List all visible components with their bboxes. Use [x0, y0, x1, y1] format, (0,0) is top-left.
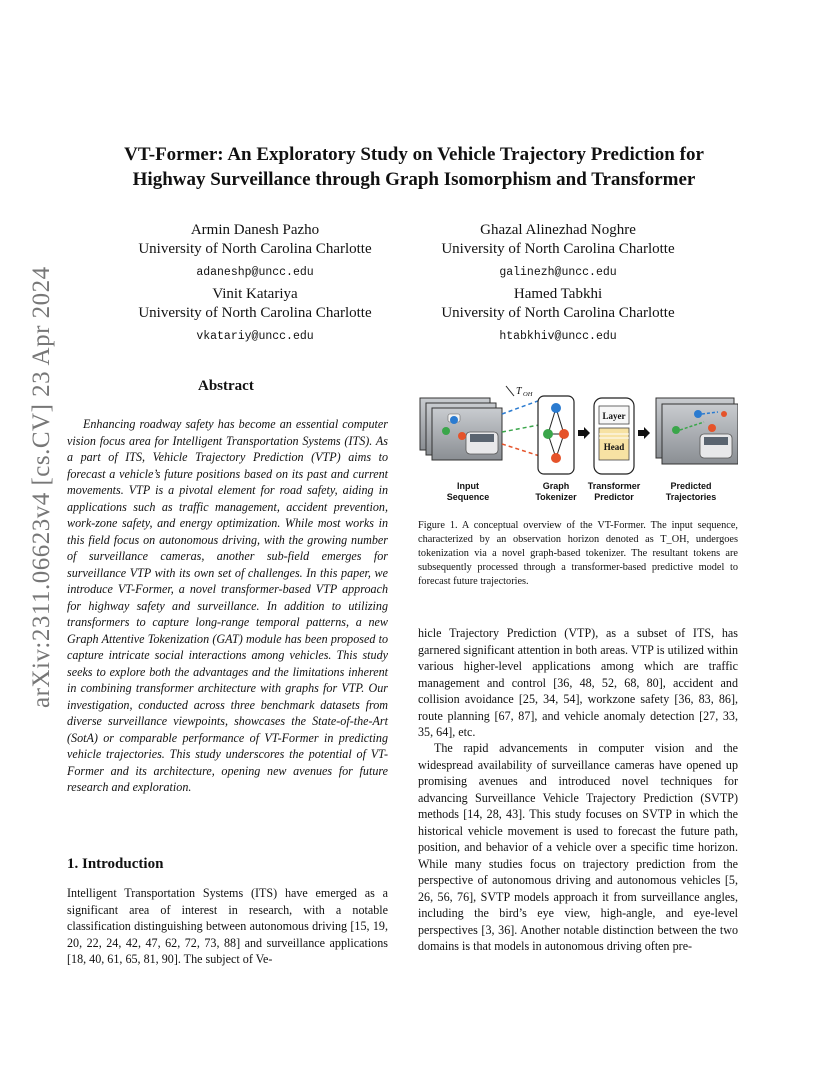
introduction-paragraph-1: Intelligent Transportation Systems (ITS) have emerged as a significant area of interest in research, with a notable classification distinguishing between autonomous driving [15, 19, 20, 22, 24, 42, 47, 62, 72, 73, 88] and surveillance applications [18, 40, 61, 65, 81, 90]. The subject of Ve-: [67, 886, 388, 966]
arxiv-sidebar-id: arXiv:2311.06623v4 [cs.CV] 23 Apr 2024: [28, 266, 55, 708]
author-affiliation: University of North Carolina Charlotte: [138, 305, 372, 321]
paper-title: [60, 142, 768, 192]
head-label: Head: [603, 442, 625, 452]
abstract-heading: Abstract: [198, 378, 254, 394]
figure-1-caption: Figure 1. A conceptual overview of the VT-Former. The input sequence, characterized by an observation horizon denoted as T_OH, undergoes tokenization via a novel graph-based tokenizer. The resultant tokens are subsequently processed through a transformer-based predictive model to forecast future trajectories.: [418, 520, 738, 587]
toh-label: T: [516, 386, 522, 397]
title-line-2: Highway Surveillance through Graph Isomorphism and Transformer: [132, 169, 696, 190]
author-block-2: [408, 221, 708, 282]
author-affiliation: University of North Carolina Charlotte: [138, 241, 372, 257]
title-line-1: VT-Former: An Exploratory Study on Vehicle Trajectory Prediction for: [124, 144, 704, 165]
label-predicted-trajectories: Predicted Trajectories: [665, 481, 717, 502]
label-graph-tokenizer: Graph Tokenizer: [535, 481, 577, 502]
author-block-1: [110, 221, 400, 282]
author-email[interactable]: adaneshp@uncc.edu: [196, 266, 314, 279]
label-transformer-predictor: Transformer Predictor: [587, 481, 641, 502]
author-affiliation: University of North Carolina Charlotte: [441, 241, 675, 257]
author-affiliation: University of North Carolina Charlotte: [441, 305, 675, 321]
abstract-text: Enhancing roadway safety has become an essential computer vision focus area for Intelligent Transportation Systems (ITS). As a part of ITS, Vehicle Trajectory Prediction (VTP) aims to forecast a vehicle’s future positions based on its past and current movements. VTP is a pivotal element for road safety, aiding in applications such as traffic management, accident prevention, work-zone safety, and energy optimization. While most works in this field focus on autonomous driving, with the growing number of surveillance cameras, another sub-field emerges for surveillance VTP with its own set of challenges. In this paper, we introduce VT-Former, a novel transformer-based VTP approach for highway safety and surveillance. In addition to utilizing transformers to capture long-range temporal patterns, a new Graph Attentive Tokenization (GAT) module has been proposed to capture intricate social interactions among vehicles. This study seeks to explore both the advantages and the limitations inherent in combining transformer architecture with graphs for VTP. Our investigation, conducted across three benchmark datasets from diverse surveillance viewpoints, showcases the State-of-the-Art (SotA) or comparable performance of VT-Former in predicting vehicle trajectories. This study underscores the potential of VT-Former and its architecture, opening new avenues for future research and exploration.: [67, 417, 388, 794]
introduction-paragraph-3: The rapid advancements in computer vision and the widespread availability of surveillance cameras have opened up promising avenues and introduced novel techniques for advancing Surveillance Vehicle Trajectory Prediction (SVTP) methods [14, 28, 43]. This study focuses on SVTP in which the historical vehicle movement is used to forecast the future path, position, and behavior of a vehicle over a specific time horizon. While many studies focus on trajectory prediction from the perspective of autonomous driving and autonomous vehicles [5, 26, 56, 76], SVTP models approach it from surveillance angles, including the bird’s eye view, high-angle, and eye-level perspectives [3, 36]. Another notable distinction between the two domains is that models in autonomous driving often pre-: [418, 741, 738, 953]
author-email[interactable]: vkatariy@uncc.edu: [196, 330, 314, 343]
author-email[interactable]: htabkhiv@uncc.edu: [499, 330, 617, 343]
author-name: Armin Danesh Pazho: [190, 222, 320, 238]
author-block-3: [110, 285, 400, 346]
toh-subscript: OH: [523, 391, 533, 398]
author-name: Ghazal Alinezhad Noghre: [480, 222, 636, 238]
author-name: Hamed Tabkhi: [513, 286, 603, 302]
label-input-sequence: Input Sequence: [446, 481, 490, 502]
author-email[interactable]: galinezh@uncc.edu: [499, 266, 617, 279]
introduction-paragraph-2: hicle Trajectory Prediction (VTP), as a subset of ITS, has garnered significant attention in both areas. VTP is utilized within various higher-level applications among which are traffic management and control [36, 48, 52, 68, 80], accident and collision avoidance [25, 34, 54], workzone safety [36, 83, 86], route planning [67, 87], and vehicle anomaly detection [27, 33, 35, 64], etc.: [418, 626, 738, 739]
layer-label: Layer: [602, 411, 626, 421]
figure-1: [418, 384, 738, 509]
introduction-heading: 1. Introduction: [67, 856, 164, 872]
author-name: Vinit Katariya: [212, 286, 298, 302]
author-block-4: [408, 285, 708, 346]
input-sequence-frames: [420, 398, 546, 460]
